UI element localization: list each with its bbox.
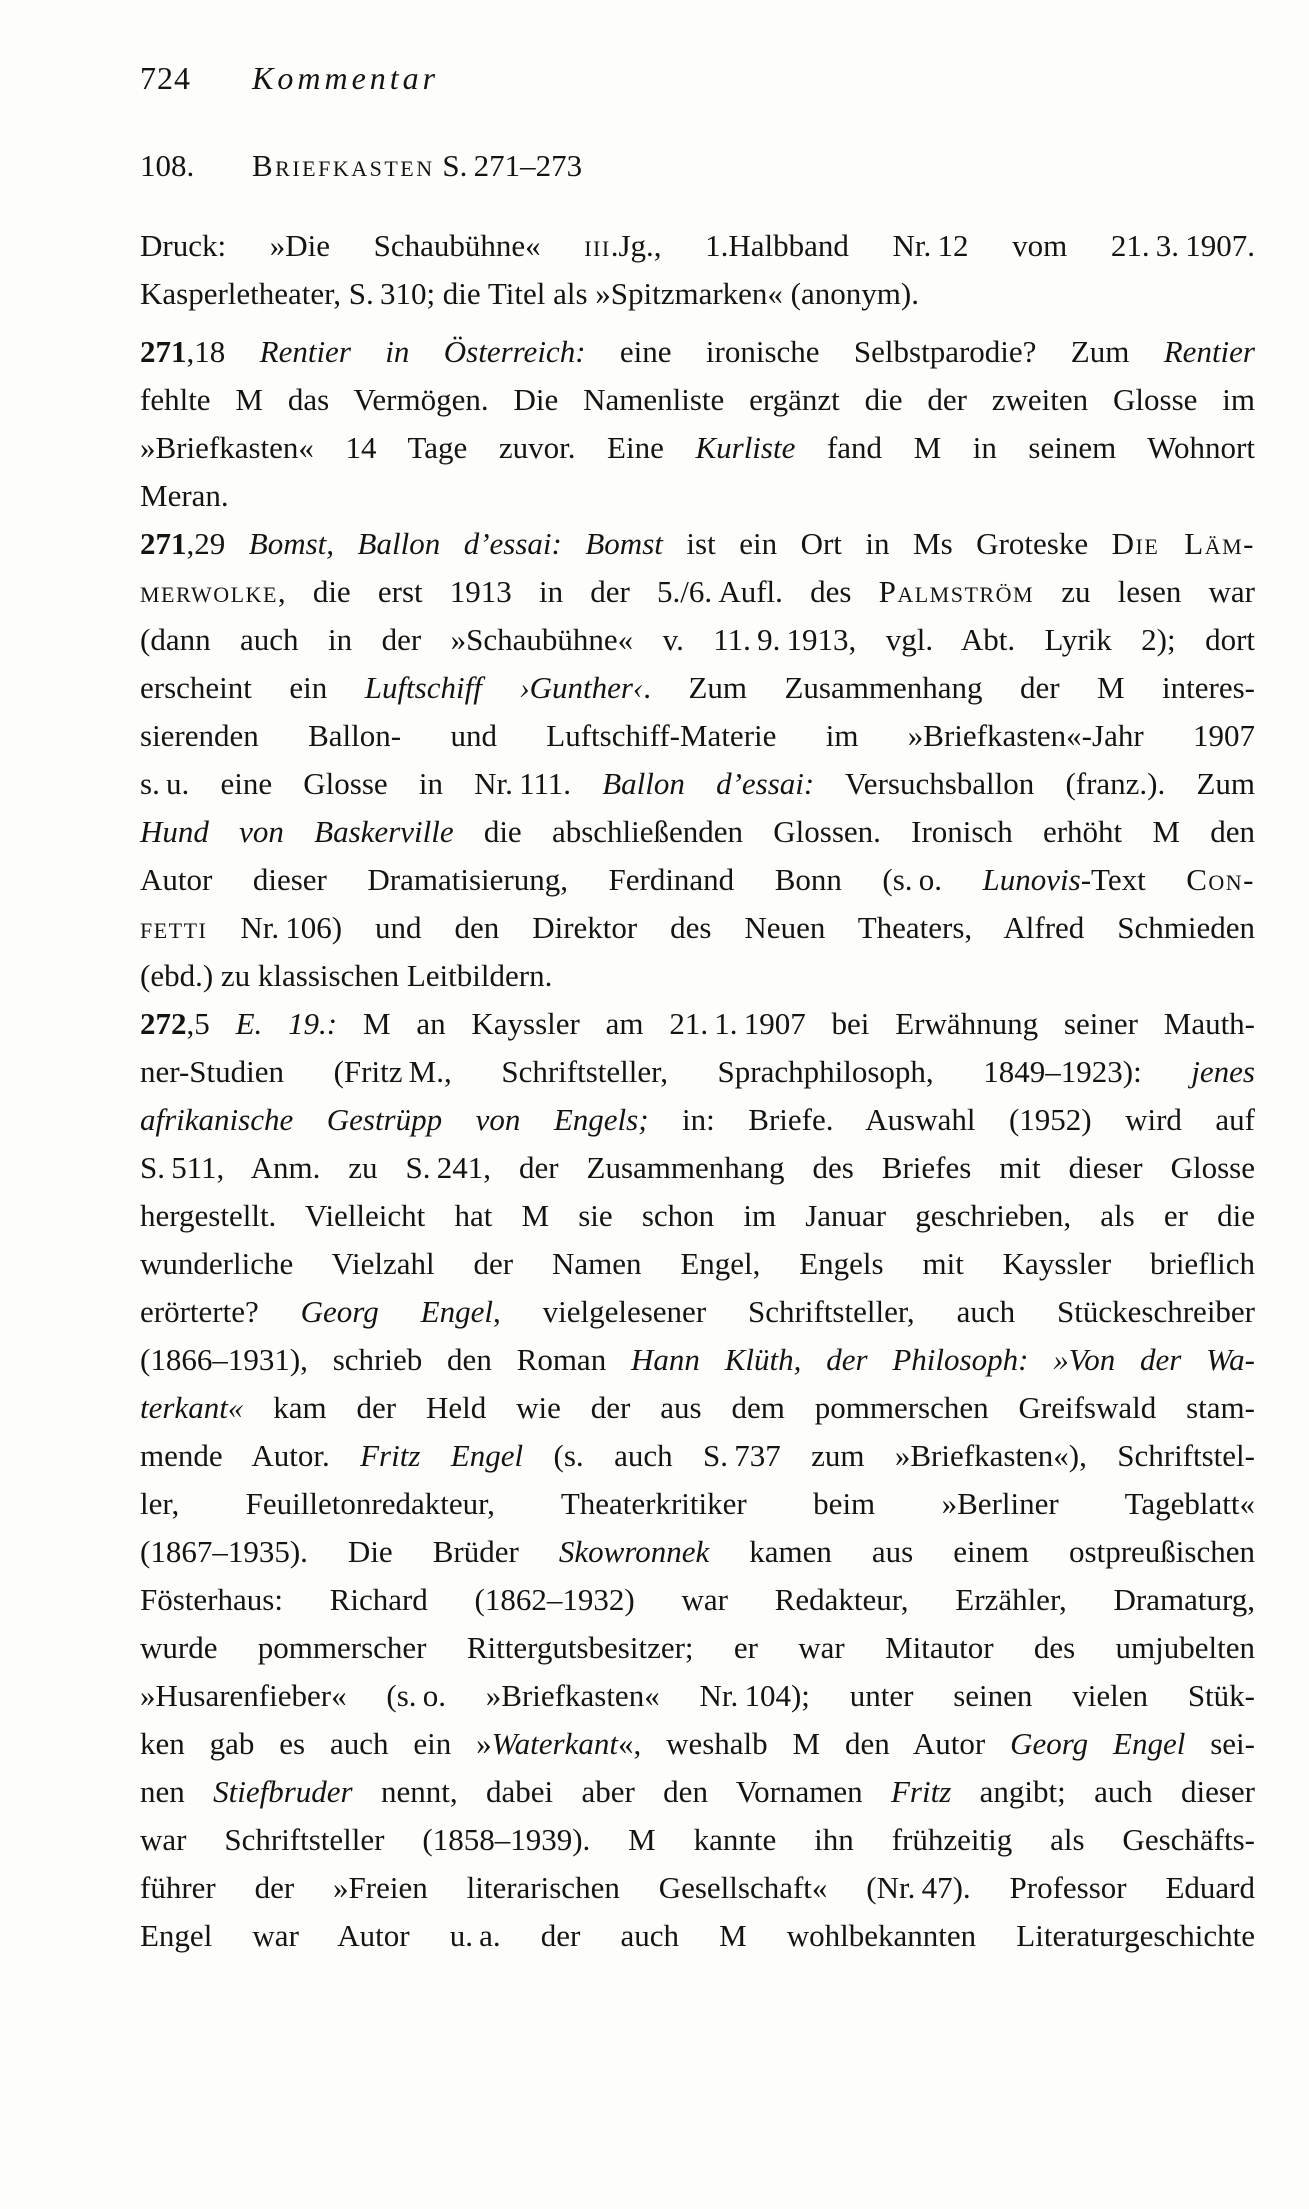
body-text: kamen aus einem ostpreußischen bbox=[709, 1534, 1255, 1569]
page-number: 724 bbox=[140, 60, 191, 96]
body-text: S. 511, Anm. zu S. 241, der Zusammenhang des Briefes mit dieser Glosse bbox=[140, 1150, 1255, 1185]
text-line bbox=[140, 1096, 1255, 1144]
text-line bbox=[140, 1480, 1255, 1528]
text-line bbox=[140, 1720, 1255, 1768]
body-text: «, weshalb M den Autor bbox=[617, 1726, 1011, 1761]
italic-text: Hund von Baskerville bbox=[140, 814, 454, 849]
text-line bbox=[140, 1624, 1255, 1672]
italic-text: E. 19.: bbox=[235, 1006, 338, 1041]
body-text: »Husarenfieber« (s. o. »Briefkasten« Nr. 104); unter seinen vielen Stük- bbox=[140, 1678, 1255, 1713]
running-title: Kommentar bbox=[252, 60, 440, 96]
paragraph-druck bbox=[140, 222, 1255, 318]
text-line bbox=[140, 1432, 1255, 1480]
body-text: , die erst 1913 in der 5./6. Aufl. des bbox=[277, 574, 879, 609]
text-line bbox=[140, 1384, 1255, 1432]
body-text: (ebd.) zu klassischen Leitbildern. bbox=[140, 958, 553, 993]
body-text: in: Briefe. Auswahl (1952) wird auf bbox=[648, 1102, 1255, 1137]
section-number: 108. bbox=[140, 148, 195, 183]
body-text: Nr. 106) und den Direktor des Neuen Theaters, Alfred Schmieden bbox=[207, 910, 1255, 945]
text-line bbox=[140, 1912, 1255, 1960]
body-text: mende Autor. bbox=[140, 1438, 361, 1473]
body-text: . Zum Zusammenhang der M interes- bbox=[643, 670, 1255, 705]
text-line bbox=[140, 1816, 1255, 1864]
body-text: wunderliche Vielzahl der Namen Engel, Engels mit Kayssler brieflich bbox=[140, 1246, 1255, 1281]
body-text: die abschließenden Glossen. Ironisch erhöht M den bbox=[453, 814, 1255, 849]
body-text: erörterte? bbox=[140, 1294, 301, 1329]
text-line bbox=[140, 1240, 1255, 1288]
text-line bbox=[140, 1768, 1255, 1816]
text-line bbox=[140, 1672, 1255, 1720]
italic-text: Rentier in Österreich: bbox=[259, 334, 586, 369]
body-text: -Text bbox=[1080, 862, 1187, 897]
text-line bbox=[140, 1576, 1255, 1624]
small-caps-text: merwolke bbox=[140, 574, 278, 609]
text-line bbox=[140, 760, 1255, 808]
body-text: sierenden Ballon- und Luftschiff-Materie im »Briefkasten«-Jahr 1907 bbox=[140, 718, 1255, 753]
italic-text: Ballon d’essai: bbox=[602, 766, 815, 801]
italic-text: Stiefbruder bbox=[213, 1774, 353, 1809]
body-text: (s. auch S. 737 zum »Briefkasten«), Schriftstel- bbox=[523, 1438, 1255, 1473]
small-caps-text: iii bbox=[584, 228, 611, 263]
small-caps-text: Con- bbox=[1186, 862, 1255, 897]
body-text: Druck: »Die Schaubühne« bbox=[140, 228, 585, 263]
small-caps-text: Die Läm- bbox=[1111, 526, 1255, 561]
section-heading bbox=[140, 146, 1255, 186]
italic-text: Waterkant bbox=[491, 1726, 618, 1761]
body-text: Versuchsballon (franz.). Zum bbox=[814, 766, 1255, 801]
text-line bbox=[140, 808, 1255, 856]
paragraph-lemma-271-29 bbox=[140, 520, 1255, 1000]
small-caps-text: fetti bbox=[140, 910, 208, 945]
text-line bbox=[140, 664, 1255, 712]
body-text: hergestellt. Vielleicht hat M sie schon im Januar geschrieben, als er die bbox=[140, 1198, 1255, 1233]
italic-text: terkant« bbox=[140, 1390, 244, 1425]
section-title-pages: S. 271–273 bbox=[434, 148, 583, 183]
paragraph-lemma-272-5 bbox=[140, 1000, 1255, 1960]
body-text: ken gab es auch ein » bbox=[140, 1726, 492, 1761]
text-line bbox=[140, 222, 1255, 270]
body-text: Fösterhaus: Richard (1862–1932) war Redakteur, Erzähler, Dramaturg, bbox=[140, 1582, 1255, 1617]
body-text: Engel war Autor u. a. der auch M wohlbekannten Literaturgeschichte bbox=[140, 1918, 1255, 1953]
text-line bbox=[140, 1192, 1255, 1240]
body-text: erscheint ein bbox=[140, 670, 365, 705]
body-text: (1867–1935). Die Brüder bbox=[140, 1534, 559, 1569]
body-text: .Jg., 1.Halbband Nr. 12 vom 21. 3. 1907. bbox=[610, 228, 1255, 263]
text-line bbox=[140, 1288, 1255, 1336]
italic-text: Lunovis bbox=[982, 862, 1081, 897]
body-text: , vielgelesener Schriftsteller, auch Stückeschreiber bbox=[492, 1294, 1256, 1329]
italic-text: Fritz Engel bbox=[360, 1438, 524, 1473]
body-text: (dann auch in der »Schaubühne« v. 11. 9. 1913, vgl. Abt. Lyrik 2); dort bbox=[140, 622, 1255, 657]
body-text: angibt; auch dieser bbox=[951, 1774, 1255, 1809]
body-text: M an Kayssler am 21. 1. 1907 bei Erwähnung seiner Mauth- bbox=[337, 1006, 1256, 1041]
italic-text: Kurliste bbox=[695, 430, 796, 465]
italic-text: Skowronnek bbox=[558, 1534, 710, 1569]
text-line bbox=[140, 568, 1255, 616]
italic-text: afrikanische Gestrüpp von Engels; bbox=[140, 1102, 649, 1137]
body-text: sei- bbox=[1185, 1726, 1255, 1761]
body-text: s. u. eine Glosse in Nr. 111. bbox=[140, 766, 603, 801]
running-header bbox=[140, 58, 1255, 98]
text-line bbox=[140, 472, 1255, 520]
text-line bbox=[140, 328, 1255, 376]
bold-text: 272 bbox=[140, 1006, 187, 1041]
body-text: nennt, dabei aber den Vornamen bbox=[352, 1774, 891, 1809]
body-text: eine ironische Selbstparodie? Zum bbox=[585, 334, 1164, 369]
body-text: führer der »Freien literarischen Gesellschaft« (Nr. 47). Professor Eduard bbox=[140, 1870, 1255, 1905]
bold-text: 271 bbox=[140, 526, 187, 561]
text-line bbox=[140, 712, 1255, 760]
text-line bbox=[140, 616, 1255, 664]
bold-text: 271 bbox=[140, 334, 187, 369]
italic-text: Fritz bbox=[890, 1774, 952, 1809]
text-line bbox=[140, 270, 1255, 318]
body-text: nen bbox=[140, 1774, 214, 1809]
text-line bbox=[140, 1336, 1255, 1384]
text-line bbox=[140, 952, 1255, 1000]
body-text: (1866–1931), schrieb den Roman bbox=[140, 1342, 632, 1377]
text-line bbox=[140, 1864, 1255, 1912]
text-line bbox=[140, 904, 1255, 952]
body-text: ner-Studien (Fritz M., Schriftsteller, Sprachphilosoph, 1849–1923): bbox=[140, 1054, 1192, 1089]
body-text: zu lesen war bbox=[1034, 574, 1255, 609]
section-title-text: Briefkasten bbox=[252, 148, 435, 183]
text-line bbox=[140, 520, 1255, 568]
text-line bbox=[140, 1144, 1255, 1192]
text-line bbox=[140, 856, 1255, 904]
text-line bbox=[140, 1000, 1255, 1048]
italic-text: Bomst, Ballon d’essai: Bomst bbox=[248, 526, 663, 561]
body-text: ist ein Ort in Ms Groteske bbox=[662, 526, 1112, 561]
text-line bbox=[140, 424, 1255, 472]
body-text: »Briefkasten« 14 Tage zuvor. Eine bbox=[140, 430, 696, 465]
body-text: Kasperletheater, S. 310; die Titel als »Spitzmarken« (anonym). bbox=[140, 276, 919, 311]
body-text: ,18 bbox=[186, 334, 260, 369]
body-text: fand M in seinem Wohnort bbox=[795, 430, 1255, 465]
paragraph-lemma-271-18 bbox=[140, 328, 1255, 520]
text-line bbox=[140, 1048, 1255, 1096]
text-line bbox=[140, 376, 1255, 424]
body-text: ,29 bbox=[186, 526, 249, 561]
text-body bbox=[140, 222, 1255, 1960]
section-title bbox=[252, 146, 582, 186]
body-text: Autor dieser Dramatisierung, Ferdinand Bonn (s. o. bbox=[140, 862, 983, 897]
body-text: fehlte M das Vermögen. Die Namenliste ergänzt die der zweiten Glosse im bbox=[140, 382, 1255, 417]
italic-text: Hann Klüth, der Philosoph: »Von der Wa- bbox=[631, 1342, 1255, 1377]
body-text: war Schriftsteller (1858–1939). M kannte ihn frühzeitig als Geschäfts- bbox=[140, 1822, 1255, 1857]
text-line bbox=[140, 1528, 1255, 1576]
body-text: kam der Held wie der aus dem pommerschen Greifswald stam- bbox=[243, 1390, 1255, 1425]
body-text: Meran. bbox=[140, 478, 229, 513]
italic-text: Rentier bbox=[1163, 334, 1255, 369]
body-text: wurde pommerscher Rittergutsbesitzer; er war Mitautor des umjubelten bbox=[140, 1630, 1255, 1665]
body-text: ler, Feuilletonredakteur, Theaterkritiker beim »Berliner Tageblatt« bbox=[140, 1486, 1255, 1521]
italic-text: Georg Engel bbox=[1010, 1726, 1186, 1761]
italic-text: Georg Engel bbox=[300, 1294, 493, 1329]
small-caps-text: Palmström bbox=[878, 574, 1035, 609]
italic-text: Luftschiff ›Gunther‹ bbox=[364, 670, 644, 705]
body-text: ,5 bbox=[186, 1006, 236, 1041]
italic-text: jenes bbox=[1191, 1054, 1255, 1089]
